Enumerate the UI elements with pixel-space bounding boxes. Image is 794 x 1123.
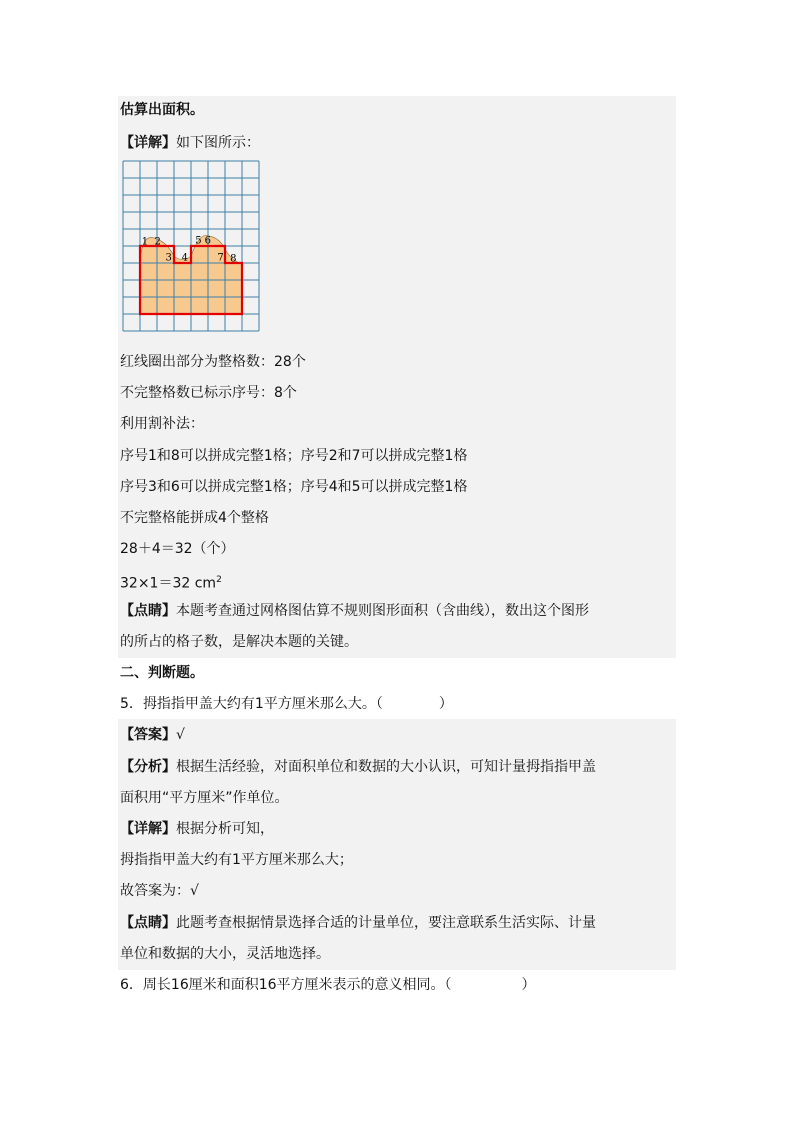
text-line	[120, 601, 589, 621]
question-5: 5．拇指指甲盖大约有1平方厘米那么大。（ ）	[120, 696, 453, 712]
section-label: 【点睛】	[120, 603, 176, 619]
section-label: 【答案】	[120, 727, 176, 743]
text-line	[120, 570, 222, 594]
text-line: 红线圈出部分为整格数：28个	[120, 354, 306, 370]
cell-label: 5	[195, 235, 202, 247]
text-line	[120, 725, 185, 745]
line-text: 此题考查根据情景选择合适的计量单位，要注意联系生活实际、计量	[176, 915, 596, 931]
line-text: 如下图所示：	[176, 135, 260, 151]
text-line: 估算出面积。	[120, 102, 204, 118]
text-line: 序号3和6可以拼成完整1格；序号4和5可以拼成完整1格	[120, 479, 468, 495]
line-text: 32×1＝32 cm	[120, 575, 217, 592]
text-line: 不完整格数已标示序号：8个	[120, 385, 297, 401]
text-line: 序号1和8可以拼成完整1格；序号2和7可以拼成完整1格	[120, 448, 468, 464]
text-line: 面积用“平方厘米”作单位。	[120, 790, 289, 806]
cell-label: 8	[230, 253, 237, 265]
cell-label: 4	[181, 252, 189, 264]
text-line: 故答案为：√	[120, 883, 199, 899]
superscript: 2	[216, 575, 222, 585]
cell-label: 2	[154, 236, 161, 248]
cell-label: 3	[165, 252, 172, 264]
cell-label: 7	[217, 252, 224, 264]
text-line	[120, 819, 274, 839]
section-label: 【详解】	[120, 135, 176, 151]
text-line: 的所占的格子数，是解决本题的关键。	[120, 634, 358, 650]
text-line: 拇指指甲盖大约有1平方厘米那么大；	[120, 852, 353, 868]
text-line	[120, 757, 596, 777]
cell-label: 6	[204, 235, 211, 247]
section-label: 【详解】	[120, 821, 176, 837]
cell-label: 1	[141, 236, 149, 248]
question-6: 6．周长16厘米和面积16平方厘米表示的意义相同。（ ）	[120, 977, 536, 993]
text-line	[120, 913, 596, 933]
line-text: 根据分析可知，	[176, 821, 274, 837]
text-line: 不完整格能拼成4个整格	[120, 510, 269, 526]
line-text: √	[176, 727, 185, 743]
section-label: 【分析】	[120, 759, 176, 775]
text-line: 28＋4＝32（个）	[120, 541, 235, 557]
text-line: 单位和数据的大小，灵活地选择。	[120, 946, 330, 962]
section-label: 【点睛】	[120, 915, 176, 931]
text-line: 利用割补法：	[120, 416, 204, 432]
line-text: 根据生活经验，对面积单位和数据的大小认识，可知计量拇指指甲盖	[176, 759, 596, 775]
text-line	[120, 133, 260, 153]
section-heading: 二、判断题。	[120, 665, 204, 681]
line-text: 本题考查通过网格图估算不规则图形面积（含曲线），数出这个图形	[176, 603, 589, 619]
grid-area-figure	[122, 160, 260, 342]
